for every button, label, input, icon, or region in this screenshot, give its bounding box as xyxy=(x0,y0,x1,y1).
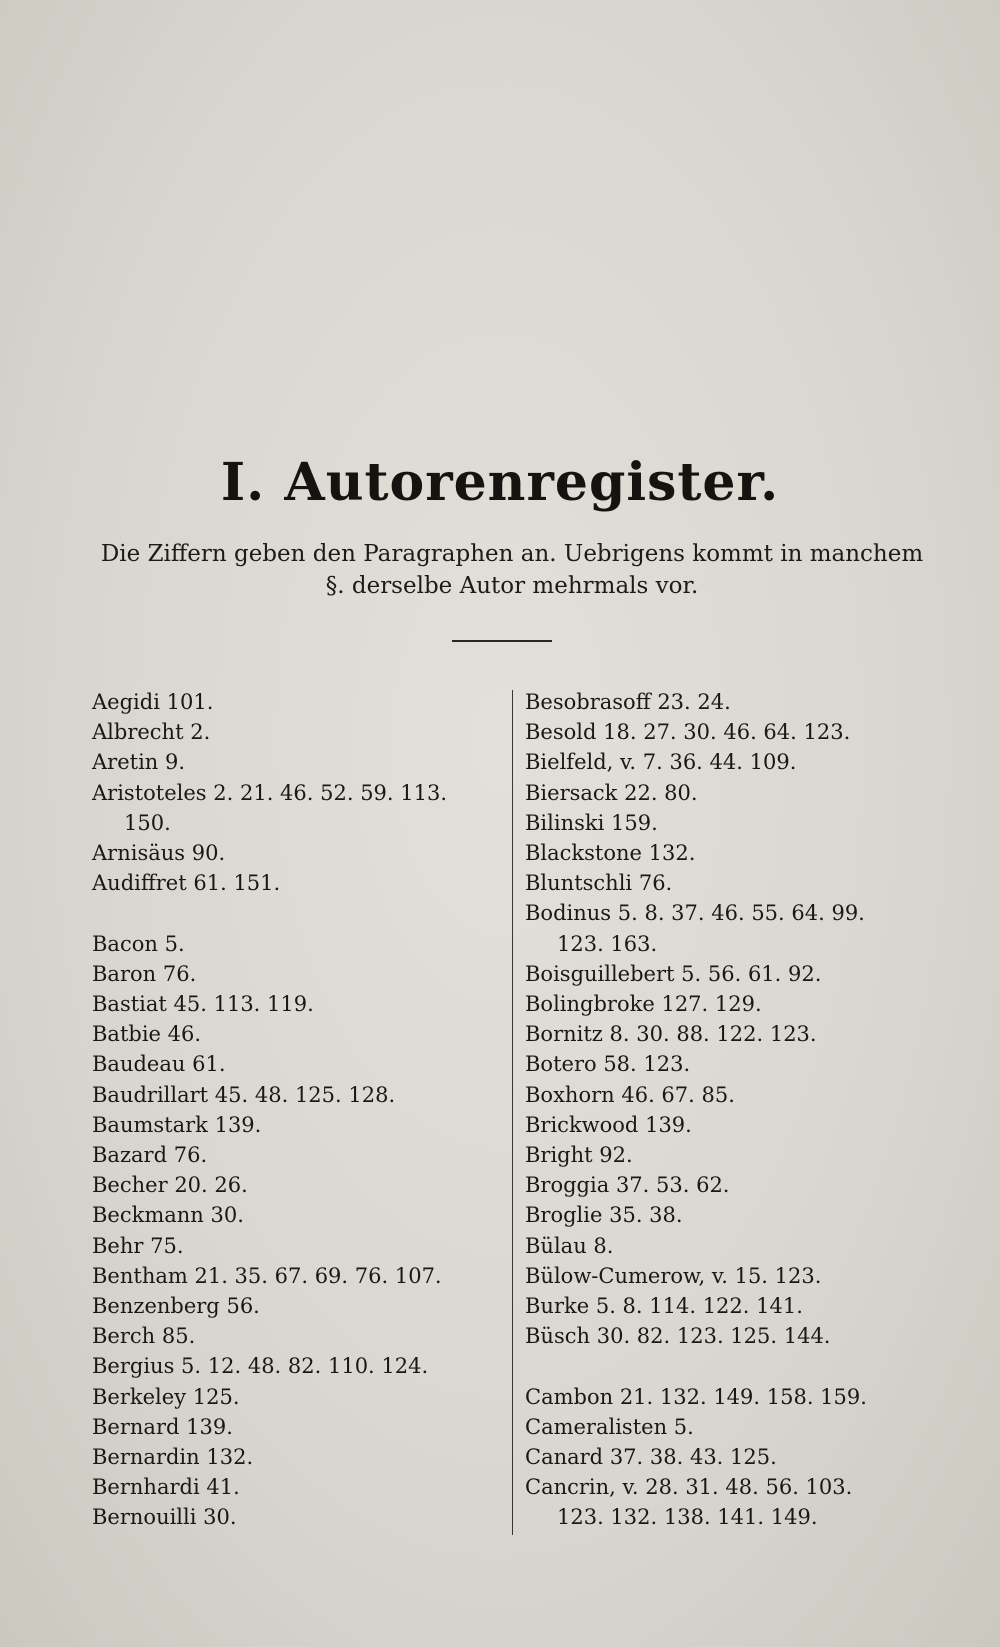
index-entry xyxy=(92,1110,502,1140)
index-entry xyxy=(525,687,945,717)
author-name: Audiffret xyxy=(92,871,187,896)
author-name: Bülow-Cumerow, v. xyxy=(525,1263,728,1288)
author-name: Aristoteles xyxy=(92,780,207,805)
index-entry xyxy=(92,1442,502,1472)
page-title: I. Autorenregister. xyxy=(220,452,780,513)
author-name: Boxhorn xyxy=(525,1082,615,1107)
index-entry xyxy=(92,959,502,989)
author-name: Batbie xyxy=(92,1022,161,1047)
paragraph-refs: 5. 56. 61. 92. xyxy=(681,961,822,986)
paragraph-refs: 37. 53. 62. xyxy=(615,1173,730,1198)
paragraph-refs: 30. 82. 123. 125. 144. xyxy=(596,1324,831,1349)
paragraph-refs: 61. xyxy=(192,1052,226,1077)
author-name: Bernhardi xyxy=(92,1475,200,1500)
author-name: Bilinski xyxy=(525,810,605,835)
author-name: Broggia xyxy=(525,1173,610,1198)
author-name: Bernard xyxy=(92,1414,180,1439)
index-entry xyxy=(92,1019,502,1049)
paragraph-refs: 139. xyxy=(186,1414,233,1439)
author-name: Burke xyxy=(525,1294,590,1319)
paragraph-refs: 125. xyxy=(192,1384,240,1409)
index-column-right xyxy=(525,687,945,1533)
paragraph-refs: 5. xyxy=(164,931,185,956)
letter-gap xyxy=(525,1351,945,1381)
paragraph-refs: 18. 27. 30. 46. 64. 123. xyxy=(603,720,851,745)
index-entry xyxy=(525,838,945,868)
paragraph-refs: 30. xyxy=(203,1505,237,1530)
author-name: Cambon xyxy=(525,1384,614,1409)
index-entry xyxy=(92,1140,502,1170)
paragraph-refs: 9. xyxy=(165,750,186,775)
index-entry xyxy=(525,1231,945,1261)
paragraph-refs: 22. 80. xyxy=(624,780,698,805)
index-entry xyxy=(525,1291,945,1321)
author-name: Bülau xyxy=(525,1233,587,1258)
paragraph-refs: 132. xyxy=(206,1445,254,1470)
index-entry xyxy=(92,838,502,868)
paragraph-refs: 2. 21. 46. 52. 59. 113. xyxy=(213,780,448,805)
index-entry xyxy=(92,687,502,717)
paragraph-refs: 101. xyxy=(166,690,214,714)
author-name: Albrecht xyxy=(92,720,184,745)
index-entry xyxy=(525,1019,945,1049)
paragraph-refs: 46. xyxy=(167,1022,202,1047)
author-name: Brickwood xyxy=(525,1112,639,1137)
paragraph-refs: 75. xyxy=(150,1233,184,1258)
author-name: Büsch xyxy=(525,1324,591,1349)
paragraph-refs: 85. xyxy=(161,1324,196,1349)
index-entry xyxy=(92,989,502,1019)
paragraph-refs: 58. 123. xyxy=(603,1052,691,1077)
index-entry xyxy=(92,1382,502,1412)
index-entry xyxy=(92,1351,502,1381)
author-name: Bornitz xyxy=(525,1022,603,1047)
author-name: Baron xyxy=(92,961,157,986)
index-entry xyxy=(525,1261,945,1291)
index-entry xyxy=(525,747,945,777)
author-name: Baudeau xyxy=(92,1052,186,1077)
author-name: Broglie xyxy=(525,1203,603,1228)
author-name: Baumstark xyxy=(92,1112,208,1137)
author-name: Aegidi xyxy=(92,690,160,714)
paragraph-refs: 2. xyxy=(190,720,211,745)
paragraph-refs: 7. 36. 44. 109. xyxy=(642,750,797,775)
author-name: Cancrin, v. xyxy=(525,1475,639,1500)
index-entry xyxy=(525,1110,945,1140)
index-entry xyxy=(525,1472,945,1532)
author-name: Bright xyxy=(525,1143,593,1168)
title-rule xyxy=(452,640,552,642)
author-name: Bastiat xyxy=(92,992,167,1017)
paragraph-refs: 30. xyxy=(210,1203,244,1228)
page-subtitle: Die Ziffern geben den Paragraphen an. Uebrigens kommt in manchem §. derselbe Autor mehrmals vor. xyxy=(100,541,924,599)
author-name: Bluntschli xyxy=(525,871,633,896)
author-name: Besold xyxy=(525,720,597,745)
paragraph-refs: 20. 26. xyxy=(174,1173,248,1198)
index-entry xyxy=(525,1080,945,1110)
paragraph-refs: 139. xyxy=(214,1112,262,1137)
paragraph-refs: 5. 8. 114. 122. 141. xyxy=(595,1294,803,1319)
letter-gap xyxy=(92,898,502,928)
paragraph-refs: 76. xyxy=(162,961,197,986)
index-entry xyxy=(92,868,502,898)
paragraph-refs: 41. xyxy=(206,1475,240,1500)
paragraph-refs: 21. 132. 149. 158. 159. xyxy=(619,1384,867,1409)
author-name: Boisguillebert xyxy=(525,961,675,986)
paragraph-refs: 90. xyxy=(191,841,226,866)
index-entry xyxy=(525,1412,945,1442)
author-name: Blackstone xyxy=(525,841,642,866)
paragraph-refs: 56. xyxy=(226,1294,260,1319)
index-entry xyxy=(92,778,502,838)
index-entry xyxy=(92,1261,502,1291)
paragraph-refs: 23. 24. xyxy=(657,690,731,714)
index-entry xyxy=(92,1049,502,1079)
index-entry xyxy=(92,717,502,747)
paragraph-refs: 45. 48. 125. 128. xyxy=(214,1082,396,1107)
paragraph-refs: 76. xyxy=(173,1143,208,1168)
author-name: Arnisäus xyxy=(92,841,186,866)
author-name: Cameralisten xyxy=(525,1414,668,1439)
paragraph-refs: 132. xyxy=(648,841,696,866)
paragraph-refs: 92. xyxy=(599,1143,633,1168)
index-entry xyxy=(525,1442,945,1472)
author-name: Baudrillart xyxy=(92,1082,209,1107)
index-entry xyxy=(525,1382,945,1412)
index-column-left xyxy=(92,687,502,1533)
paragraph-refs: 127. 129. xyxy=(661,992,762,1017)
index-entry xyxy=(92,929,502,959)
author-name: Becher xyxy=(92,1173,168,1198)
paragraph-refs: 159. xyxy=(611,810,658,835)
paragraph-refs: 61. 151. xyxy=(193,871,281,896)
index-entry xyxy=(525,1200,945,1230)
author-name: Berch xyxy=(92,1324,156,1349)
author-name: Bergius xyxy=(92,1354,175,1379)
index-entry xyxy=(92,1502,502,1532)
author-name: Bielfeld, v. xyxy=(525,750,637,775)
index-entry xyxy=(525,1140,945,1170)
paragraph-refs: 35. 38. xyxy=(609,1203,683,1228)
index-entry xyxy=(92,1231,502,1261)
index-entry xyxy=(525,989,945,1019)
index-entry xyxy=(525,1170,945,1200)
paragraph-refs: 46. 67. 85. xyxy=(621,1082,735,1107)
author-name: Bentham xyxy=(92,1263,188,1288)
author-name: Bernardin xyxy=(92,1445,200,1470)
index-entry xyxy=(525,1321,945,1351)
paragraph-refs: 45. 113. 119. xyxy=(173,992,314,1017)
paragraph-refs: 8. 30. 88. 122. 123. xyxy=(609,1022,817,1047)
index-entry xyxy=(525,898,945,958)
author-name: Bacon xyxy=(92,931,158,956)
index-entry xyxy=(525,808,945,838)
author-name: Bazard xyxy=(92,1143,168,1168)
index-entry xyxy=(92,1170,502,1200)
index-entry xyxy=(92,1321,502,1351)
paragraph-refs: 28. 31. 48. 56. 103. xyxy=(645,1475,853,1500)
author-name: Beckmann xyxy=(92,1203,204,1228)
author-name: Biersack xyxy=(525,780,618,805)
author-name: Benzenberg xyxy=(92,1294,220,1319)
author-name: Bodinus xyxy=(525,901,612,926)
author-name: Bernouilli xyxy=(92,1505,197,1530)
author-name: Bolingbroke xyxy=(525,992,655,1017)
column-divider xyxy=(512,690,513,1535)
index-entry xyxy=(92,1472,502,1502)
paragraph-refs: 21. 35. 67. 69. 76. 107. xyxy=(194,1263,442,1288)
author-name: Besobrasoff xyxy=(525,690,651,714)
paragraph-refs: 5. 12. 48. 82. 110. 124. xyxy=(181,1354,429,1379)
paragraph-refs-continued: 150. xyxy=(124,810,171,835)
author-name: Botero xyxy=(525,1052,597,1077)
index-entry xyxy=(92,747,502,777)
index-entry xyxy=(525,717,945,747)
paragraph-refs: 8. xyxy=(593,1233,614,1258)
index-entry xyxy=(92,1080,502,1110)
paragraph-refs: 5. 8. 37. 46. 55. 64. 99. xyxy=(617,901,865,926)
paragraph-refs-continued: 123. 163. xyxy=(557,931,658,956)
index-entry xyxy=(525,778,945,808)
index-entry xyxy=(92,1412,502,1442)
index-entry xyxy=(525,868,945,898)
paragraph-refs: 139. xyxy=(645,1112,692,1137)
paragraph-refs: 5. xyxy=(673,1414,694,1439)
paragraph-refs: 76. xyxy=(638,871,673,896)
paragraph-refs: 37. 38. 43. 125. xyxy=(609,1445,777,1470)
author-name: Berkeley xyxy=(92,1384,187,1409)
index-entry xyxy=(92,1200,502,1230)
index-entry xyxy=(525,959,945,989)
author-name: Canard xyxy=(525,1445,604,1470)
index-entry xyxy=(525,1049,945,1079)
author-name: Behr xyxy=(92,1233,144,1258)
author-name: Aretin xyxy=(92,750,159,775)
paragraph-refs: 15. 123. xyxy=(734,1263,822,1288)
index-entry xyxy=(92,1291,502,1321)
paragraph-refs-continued: 123. 132. 138. 141. 149. xyxy=(557,1505,818,1530)
